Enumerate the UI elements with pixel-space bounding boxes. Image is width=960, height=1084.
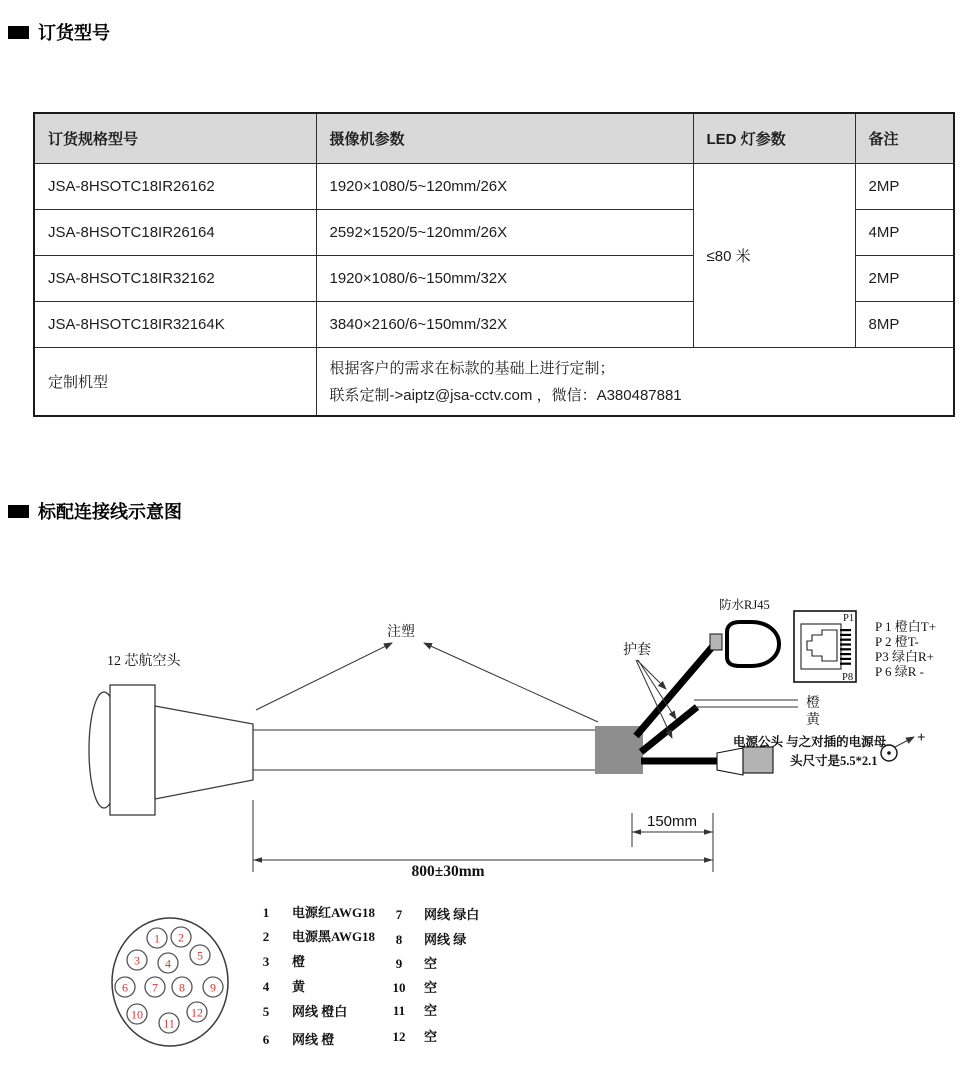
dimension-800mm — [253, 800, 713, 880]
dimension-150mm — [632, 813, 713, 872]
wire-no: 4 — [262, 979, 270, 994]
black-square-bullet-icon — [8, 505, 29, 518]
jack-p8-label: P8 — [842, 672, 854, 683]
wire-label: 空 — [424, 1029, 438, 1044]
polarity-arrow — [895, 737, 914, 747]
header-remark: 备注 — [855, 113, 954, 164]
wire-label: 电源红AWG18 — [292, 905, 376, 920]
cell-camera: 3840×2160/6~150mm/32X — [316, 302, 693, 348]
pin-number: 7 — [152, 980, 158, 995]
cable-diagram — [0, 555, 960, 1084]
table-header-row — [34, 113, 954, 164]
polarity-symbol — [881, 730, 926, 761]
section-heading-cable — [8, 498, 182, 524]
pin-number: 5 — [197, 948, 203, 963]
cell-camera: 2592×1520/5~120mm/26X — [316, 210, 693, 256]
wire-label: 网线 橙 — [292, 1032, 335, 1047]
power-note-line2: 头尺寸是5.5*2.1 — [790, 754, 878, 768]
aviation-connector-label: 12 芯航空头 — [107, 654, 181, 669]
pinout-line: P 1 橙白T+ — [875, 619, 937, 634]
section-title: 标配连接线示意图 — [38, 502, 182, 522]
connector-flange — [110, 685, 155, 815]
pin-number: 12 — [191, 1005, 203, 1020]
pinout-line: P 6 绿R - — [875, 664, 924, 679]
cell-camera: 1920×1080/5~120mm/26X — [316, 164, 693, 210]
wire-no: 1 — [262, 905, 270, 920]
power-plug-body — [743, 747, 773, 773]
cell-custom-model: 定制机型 — [34, 348, 316, 417]
orange-wire-label: 橙 — [806, 696, 820, 711]
cell-remark: 4MP — [855, 210, 954, 256]
wire-list — [263, 905, 480, 1047]
header-led: LED 灯参数 — [693, 113, 855, 164]
wire-no: 7 — [395, 907, 403, 922]
wire-list-right-column — [393, 907, 480, 1044]
cell-custom-note — [316, 348, 954, 417]
cell-remark: 2MP — [855, 164, 954, 210]
pin-number: 3 — [134, 953, 140, 968]
wire-label: 空 — [424, 956, 438, 971]
rj45-jack — [794, 611, 856, 683]
header-model: 订货规格型号 — [34, 113, 316, 164]
cell-model: JSA-8HSOTC18IR26164 — [34, 210, 316, 256]
custom-note-line2: 联系定制->aiptz@jsa-cctv.com ，微信：A380487881 — [329, 386, 682, 404]
header-camera: 摄像机参数 — [316, 113, 693, 164]
wire-no: 12 — [392, 1029, 406, 1044]
aux-cable — [641, 707, 697, 752]
jack-p1-label: P1 — [843, 613, 855, 624]
molding-callout-left — [256, 643, 392, 710]
wire-label: 黄 — [292, 979, 306, 994]
pin-number: 6 — [122, 980, 128, 995]
cell-led-range: ≤80 米 — [693, 164, 855, 348]
connector-taper — [155, 706, 253, 799]
wire-no: 9 — [395, 956, 403, 971]
cell-camera: 1920×1080/6~150mm/32X — [316, 256, 693, 302]
polarity-center-dot — [887, 751, 891, 755]
wire-no: 5 — [262, 1004, 270, 1019]
pinout-line: P3 绿白R+ — [875, 649, 934, 664]
wire-label: 空 — [424, 980, 438, 995]
pin-number: 4 — [165, 956, 171, 971]
wire-label: 空 — [424, 1003, 438, 1018]
rj45-plug — [727, 622, 779, 666]
aviation-connector — [89, 685, 253, 815]
rj45-boot — [710, 634, 722, 650]
power-note-line1: 电源公头 与之对插的电源母 — [733, 735, 887, 749]
sheath-label: 护套 — [623, 643, 651, 658]
pin-circle-diagram — [112, 918, 228, 1046]
pin-number: 1 — [154, 931, 160, 946]
cell-remark: 8MP — [855, 302, 954, 348]
wire-list-left-column — [263, 905, 376, 1047]
wire-no: 6 — [262, 1032, 270, 1047]
table-row — [34, 164, 954, 210]
yellow-wire-label: 黄 — [806, 713, 820, 728]
cell-model: JSA-8HSOTC18IR26162 — [34, 164, 316, 210]
pin-number: 10 — [131, 1007, 143, 1022]
wire-label: 网线 绿 — [424, 932, 467, 947]
wire-label: 网线 橙白 — [292, 1004, 348, 1019]
wire-label: 电源黑AWG18 — [292, 929, 376, 944]
cell-remark: 2MP — [855, 256, 954, 302]
section-heading-order — [8, 19, 110, 45]
pinout-line: P 2 橙T- — [875, 634, 919, 649]
wire-no: 3 — [262, 954, 270, 969]
rj45-pinout-list — [875, 619, 936, 679]
pin-number: 2 — [178, 930, 184, 945]
pin-number: 9 — [210, 980, 216, 995]
section-title: 订货型号 — [38, 23, 110, 43]
custom-note-line1: 根据客户的需求在标款的基础上进行定制； — [329, 359, 615, 377]
cell-model: JSA-8HSOTC18IR32164K — [34, 302, 316, 348]
wire-label: 橙 — [292, 954, 306, 969]
power-connector — [717, 747, 773, 775]
order-table — [33, 112, 955, 417]
wire-label: 网线 绿白 — [424, 907, 480, 922]
pin-number: 11 — [163, 1016, 175, 1031]
wire-no: 2 — [262, 929, 270, 944]
power-plug-neck — [717, 748, 743, 775]
dim-150-label: 150mm — [646, 813, 698, 830]
wire-no: 11 — [392, 1003, 406, 1018]
dim-800-label: 800±30mm — [411, 863, 485, 880]
wire-no: 10 — [392, 980, 406, 995]
table-row-custom — [34, 348, 954, 417]
pin-number: 8 — [179, 980, 185, 995]
wire-no: 8 — [395, 932, 403, 947]
molding-label: 注塑 — [387, 625, 415, 640]
molding-callout-right — [424, 643, 598, 722]
waterproof-rj45-label: 防水RJ45 — [719, 598, 770, 612]
cell-model: JSA-8HSOTC18IR32162 — [34, 256, 316, 302]
polarity-plus-label: + — [917, 730, 926, 746]
black-square-bullet-icon — [8, 26, 29, 39]
